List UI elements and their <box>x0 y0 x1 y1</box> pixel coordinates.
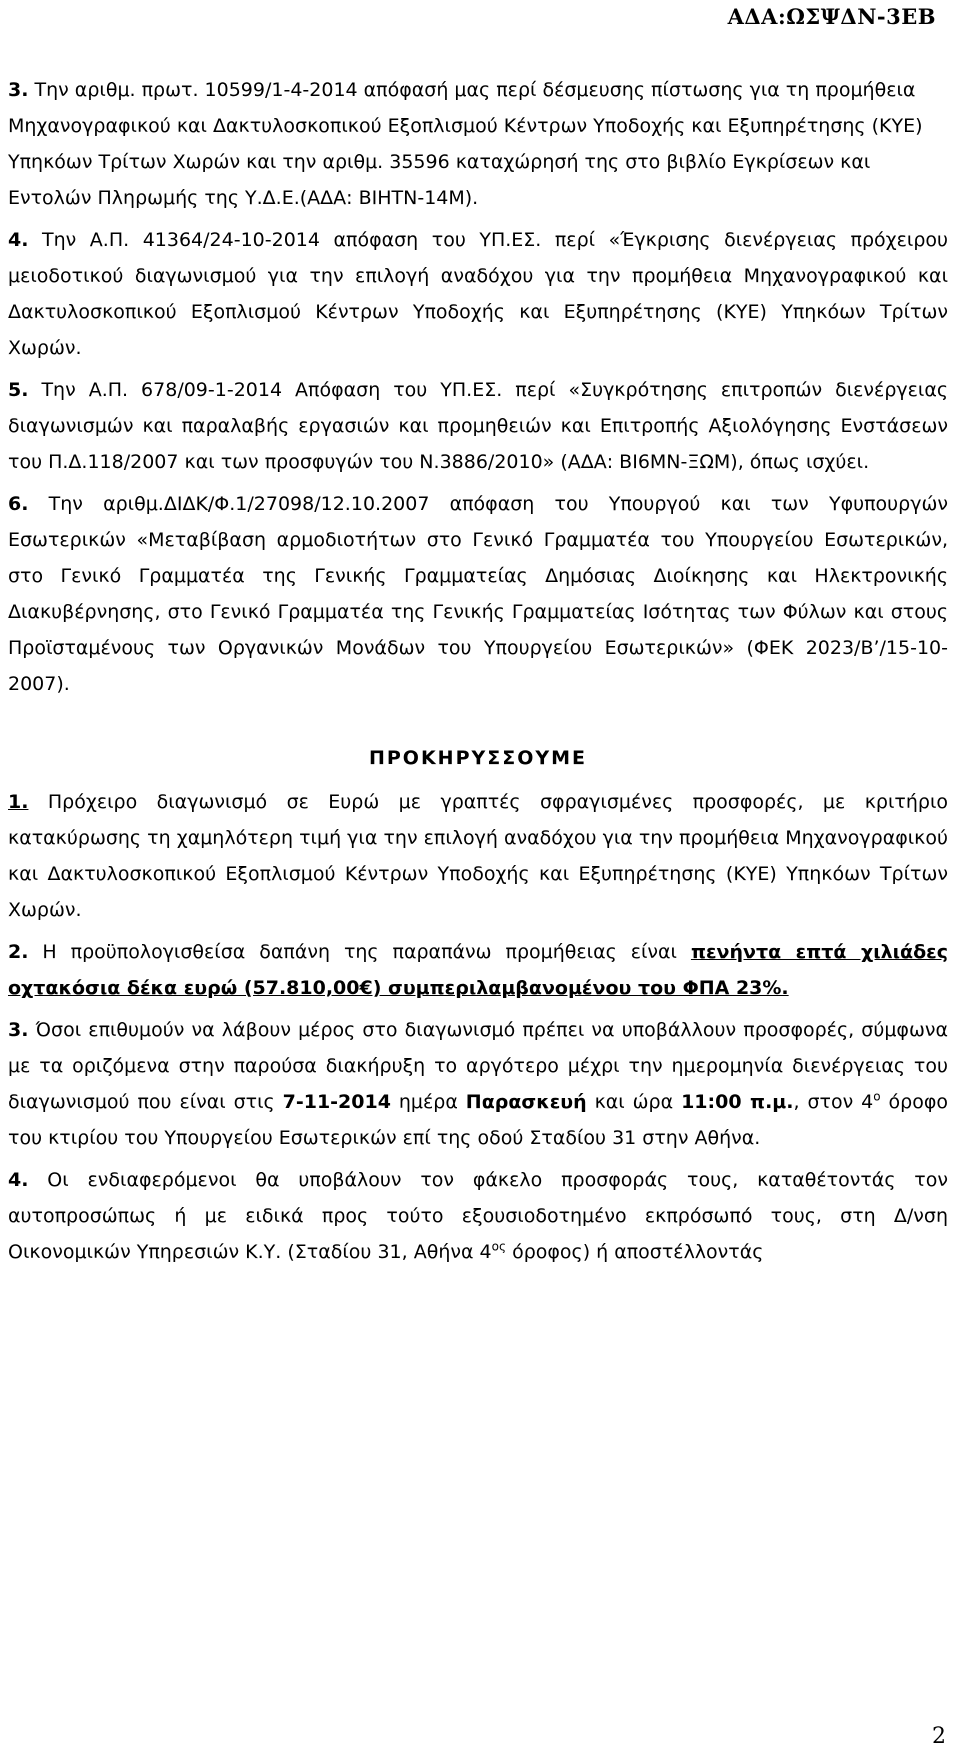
list-item <box>8 486 948 702</box>
item-number: 6. <box>8 493 29 515</box>
item-text: Η προϋπολογισθείσα δαπάνη της παραπάνω προμήθειας είναι <box>42 941 691 963</box>
item-text: Την Α.Π. 41364/24-10-2014 απόφαση του ΥΠ.ΕΣ. περί «Έγκρισης διενέργειας πρόχειρου μειοδοτικού διαγωνισμού για την επιλογή αναδόχου για την προμήθεια Μηχανογραφικού και Δακτυλοσκοπικού Εξοπλισμού Κέντρων Υποδοχής και Εξυπηρέτησης (ΚΥΕ) Υπηκόων Τρίτων Χωρών. <box>8 229 948 359</box>
item-text: και ώρα <box>586 1091 682 1113</box>
budget-amount: πενήντα επτά χιλιάδες οχτακόσια δέκα ευρώ (57.810,00€) συμπεριλαμβανομένου του ΦΠΑ 23%. <box>8 941 948 999</box>
item-text: όροφος) ή αποστέλλοντάς <box>506 1241 764 1263</box>
list-item <box>8 934 948 1006</box>
document-body <box>8 72 948 1276</box>
list-item <box>8 372 948 480</box>
page-number: 2 <box>932 1724 946 1749</box>
section-heading: ΠΡΟΚΗΡΥΣΣΟΥΜΕ <box>368 747 588 769</box>
ordinal-suffix: ο <box>873 1089 881 1104</box>
item-number: 2. <box>8 941 29 963</box>
item-number: 3. <box>8 1019 29 1041</box>
list-item <box>8 1012 948 1156</box>
ordinal-suffix: ος <box>491 1239 507 1254</box>
list-item <box>8 1162 948 1270</box>
item-text: Την αριθμ.ΔΙΔΚ/Φ.1/27098/12.10.2007 απόφαση του Υπουργού και των Υφυπουργών Εσωτερικών «Μεταβίβαση αρμοδιοτήτων στο Γενικό Γραμματέα του Υπουργείου Εσωτερικών, στο Γενικό Γραμματέα της Γενικής Γραμματείας Δημόσιας Διοίκησης και Ηλεκτρονικής Διακυβέρνησης, στο Γενικό Γραμματέα της Γενικής Γραμματείας Ισότητας των Φύλων και στους Προϊσταμένους των Οργανικών Μονάδων του Υπουργείου Εσωτερικών» (ΦΕΚ 2023/Β’/15-10-2007). <box>8 493 948 695</box>
item-text: Την αριθμ. πρωτ. 10599/1-4-2014 απόφασή μας περί δέσμευσης πίστωσης για τη προμήθεια Μηχανογραφικού και Δακτυλοσκοπικού Εξοπλισμού Κέντρων Υποδοχής και Εξυπηρέτησης (ΚΥΕ) Υπηκόων Τρίτων Χωρών και την αριθμ. 35596 καταχώρησή της στο βιβλίο Εγκρίσεων και Εντολών Πληρωμής της Υ.Δ.Ε.(ΑΔΑ: ΒΙΗΤΝ-14Μ). <box>8 79 923 209</box>
item-text: , στον 4 <box>793 1091 874 1113</box>
item-text: όροφο του κτιρίου του Υπουργείου Εσωτερικών επί της οδού Σταδίου 31 στην Αθήνα. <box>8 1091 948 1149</box>
list-item <box>8 222 948 366</box>
item-text: Όσοι επιθυμούν να λάβουν μέρος στο διαγωνισμό πρέπει να υποβάλλουν προσφορές, σύμφωνα με τα οριζόμενα στην παρούσα διακήρυξη το αργότερο μέχρι την ημερομηνία διενέργειας του διαγωνισμού που είναι στις <box>8 1019 948 1113</box>
ada-code: ΑΔΑ:ΩΣΨΔΝ-3ΕΒ <box>727 4 936 29</box>
tender-time: 11:00 π.μ. <box>681 1091 794 1113</box>
item-number: 1. <box>8 791 29 813</box>
item-text: ημέρα <box>390 1091 466 1113</box>
list-item <box>8 72 948 216</box>
item-number: 4. <box>8 1169 29 1191</box>
item-text: Την Α.Π. 678/09-1-2014 Απόφαση του ΥΠ.ΕΣ. περί «Συγκρότησης επιτροπών διενέργειας διαγωνισμών και παραλαβής εργασιών και προμηθειών και Επιτροπής Αξιολόγησης Ενστάσεων του Π.Δ.118/2007 και των προσφυγών του Ν.3886/2010» (ΑΔΑ: ΒΙ6ΜΝ-ΞΩΜ), όπως ισχύει. <box>8 379 949 473</box>
item-number: 4. <box>8 229 29 251</box>
item-number: 3. <box>8 79 29 101</box>
tender-date: 7-11-2014 <box>282 1091 391 1113</box>
item-text: Οι ενδιαφερόμενοι θα υποβάλουν τον φάκελο προσφοράς τους, καταθέτοντάς τον αυτοπροσώπως ή με ειδικά προς τούτο εξουσιοδοτημένο εκπρόσωπό τους, στη Δ/νση Οικονομικών Υπηρεσιών Κ.Υ. (Σταδίου 31, Αθήνα 4 <box>8 1169 948 1263</box>
tender-day: Παρασκευή <box>465 1091 587 1113</box>
item-number: 5. <box>8 379 29 401</box>
list-item <box>8 784 948 928</box>
item-text: Πρόχειρο διαγωνισμό σε Ευρώ με γραπτές σφραγισμένες προσφορές, με κριτήριο κατακύρωσης τη χαμηλότερη τιμή για την επιλογή αναδόχου για την προμήθεια Μηχανογραφικού και Δακτυλοσκοπικού Εξοπλισμού Κέντρων Υποδοχής και Εξυπηρέτησης (ΚΥΕ) Υπηκόων Τρίτων Χωρών. <box>8 791 948 921</box>
